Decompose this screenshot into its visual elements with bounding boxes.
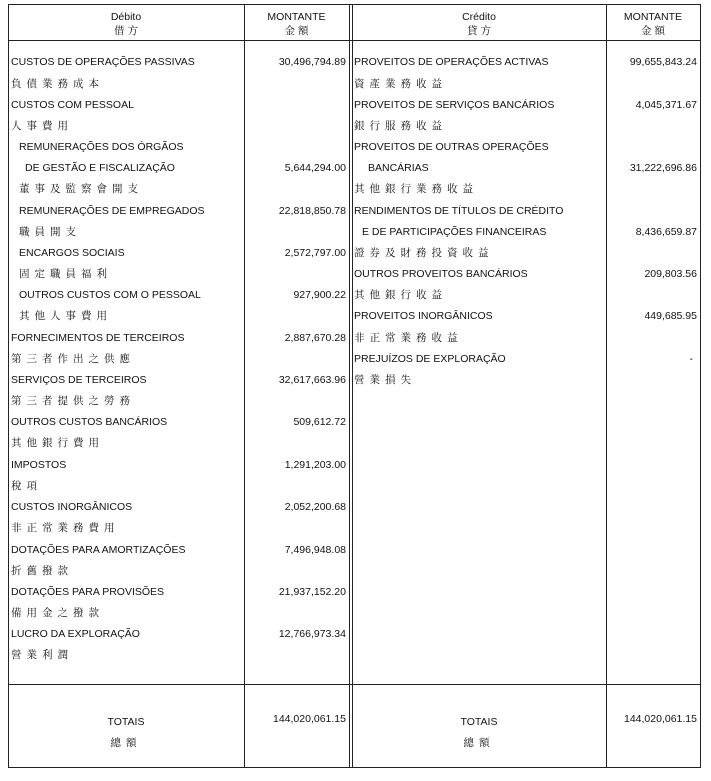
totals-label-pt: TOTAIS <box>460 716 498 728</box>
totals-label-zh: 總額 <box>463 737 495 749</box>
debit-label-zh: 備用金之撥款 <box>11 607 104 619</box>
rule-bottom <box>8 767 701 768</box>
credit-amount: 4,045,371.67 <box>635 99 697 111</box>
rule-credit-amount <box>606 4 607 768</box>
rule-header <box>8 40 701 41</box>
debit-label-zh: 稅項 <box>11 480 42 492</box>
debit-label-pt: CUSTOS DE OPERAÇÕES PASSIVAS <box>11 56 195 68</box>
debit-label-pt: DOTAÇÕES PARA AMORTIZAÇÕES <box>11 544 186 556</box>
debit-label-pt: OUTROS CUSTOS COM O PESSOAL <box>19 289 201 301</box>
rule-totals <box>8 684 701 685</box>
debit-label-zh: 第三者作出之供應 <box>11 353 135 365</box>
credit-amount: 449,685.95 <box>644 310 697 322</box>
header-debit-pt: Débito <box>110 11 142 23</box>
totals-label-zh: 總額 <box>110 737 142 749</box>
debit-label-pt: OUTROS CUSTOS BANCÁRIOS <box>11 416 168 428</box>
debit-amount: 509,612.72 <box>293 416 346 428</box>
debit-label-zh: 董事及監察會開支 <box>19 183 143 195</box>
debit-label-zh: 非正常業務費用 <box>11 522 120 534</box>
debit-label-zh: 其他人事費用 <box>19 310 112 322</box>
rule-mid-left <box>349 4 350 768</box>
debit-label-zh: 固定職員福利 <box>19 268 112 280</box>
header-debit-zh: 借 方 <box>114 25 138 37</box>
debit-label-zh: 負債業務成本 <box>11 78 104 90</box>
debit-label-pt: ENCARGOS SOCIAIS <box>19 247 125 259</box>
credit-label-pt: PREJUÍZOS DE EXPLORAÇÃO <box>354 353 506 365</box>
debit-amount: 927,900.22 <box>293 289 346 301</box>
credit-label-pt: OUTROS PROVEITOS BANCÁRIOS <box>354 268 528 280</box>
header-amount-pt: MONTANTE <box>623 11 683 23</box>
debit-amount: 1,291,203.00 <box>284 459 346 471</box>
debit-label-pt: DOTAÇÕES PARA PROVISÕES <box>11 586 165 598</box>
header-credit <box>352 10 606 38</box>
rule-mid-right <box>352 4 353 768</box>
totals-credit-amount: 144,020,061.15 <box>624 713 697 725</box>
debit-amount: 12,766,973.34 <box>278 628 346 640</box>
debit-label-pt: IMPOSTOS <box>11 459 67 471</box>
totals-label-pt: TOTAIS <box>107 716 145 728</box>
totals-credit-label <box>352 712 606 754</box>
credit-label-zh: 其他銀行業務收益 <box>354 183 478 195</box>
header-debit <box>8 10 244 38</box>
debit-amount: 30,496,794.89 <box>278 56 346 68</box>
header-credit-pt: Crédito <box>462 11 496 23</box>
debit-label-zh: 營業利潤 <box>11 649 73 661</box>
debit-label-zh: 職員開支 <box>19 226 81 238</box>
debit-label-zh: 折舊撥款 <box>11 565 73 577</box>
debit-amount: 2,052,200.68 <box>284 501 346 513</box>
header-amount-zh: 金 額 <box>641 25 665 37</box>
rule-top <box>8 4 701 5</box>
rule-debit-amount <box>244 4 245 768</box>
header-credit-zh: 貸 方 <box>467 25 491 37</box>
debit-amount: 22,818,850.78 <box>278 205 346 217</box>
header-credit-amount <box>606 10 700 38</box>
credit-label-zh: 非正常業務收益 <box>354 332 463 344</box>
credit-label-zh: 營業損失 <box>354 374 416 386</box>
rule-right <box>700 4 701 768</box>
totals-debit-amount: 144,020,061.15 <box>273 713 346 725</box>
debit-label-pt: REMUNERAÇÕES DE EMPREGADOS <box>19 205 205 217</box>
debit-amount: 7,496,948.08 <box>284 544 346 556</box>
header-amount-pt: MONTANTE <box>267 11 326 23</box>
credit-amount: 8,436,659.87 <box>635 226 697 238</box>
totals-debit-label <box>8 712 244 754</box>
debit-amount: 2,572,797.00 <box>284 247 346 259</box>
debit-amount: 5,644,294.00 <box>284 162 346 174</box>
debit-label-pt: FORNECIMENTOS DE TERCEIROS <box>11 332 185 344</box>
credit-label-zh: 證券及財務投資收益 <box>354 247 494 259</box>
credit-label-pt-cont: E DE PARTICIPAÇÕES FINANCEIRAS <box>362 226 547 238</box>
credit-amount: 99,655,843.24 <box>629 56 697 68</box>
credit-label-pt: PROVEITOS DE SERVIÇOS BANCÁRIOS <box>354 99 555 111</box>
debit-label-pt: CUSTOS COM PESSOAL <box>11 99 134 111</box>
rule-left <box>8 4 9 768</box>
credit-amount: 209,803.56 <box>644 268 697 280</box>
credit-label-zh: 資產業務收益 <box>354 78 447 90</box>
debit-label-pt: SERVIÇOS DE TERCEIROS <box>11 374 147 386</box>
debit-amount: 2,887,670.28 <box>284 332 346 344</box>
credit-label-pt: PROVEITOS DE OUTRAS OPERAÇÕES <box>354 141 549 153</box>
credit-label-pt: PROVEITOS INORGÂNICOS <box>354 310 493 322</box>
debit-label-pt: CUSTOS INORGÂNICOS <box>11 501 133 513</box>
credit-label-zh: 銀行服務收益 <box>354 120 447 132</box>
debit-label-zh: 其他銀行費用 <box>11 437 104 449</box>
debit-label-pt: LUCRO DA EXPLORAÇÃO <box>11 628 140 640</box>
credit-label-pt: PROVEITOS DE OPERAÇÕES ACTIVAS <box>354 56 549 68</box>
debit-label-zh: 人事費用 <box>11 120 73 132</box>
debit-amount: 32,617,663.96 <box>278 374 346 386</box>
header-amount-zh: 金 額 <box>284 25 309 37</box>
credit-label-pt-cont: BANCÁRIAS <box>368 162 429 174</box>
credit-amount: 31,222,696.86 <box>629 162 697 174</box>
debit-label-pt-cont: DE GESTÃO E FISCALIZAÇÃO <box>25 162 175 174</box>
credit-label-pt: RENDIMENTOS DE TÍTULOS DE CRÉDITO <box>354 205 564 217</box>
debit-label-zh: 第三者提供之勞務 <box>11 395 135 407</box>
header-debit-amount <box>244 10 349 38</box>
credit-amount: - <box>689 353 693 365</box>
debit-amount: 21,937,152.20 <box>278 586 346 598</box>
credit-label-zh: 其他銀行收益 <box>354 289 447 301</box>
debit-label-pt: REMUNERAÇÕES DOS ÓRGÃOS <box>19 141 184 153</box>
